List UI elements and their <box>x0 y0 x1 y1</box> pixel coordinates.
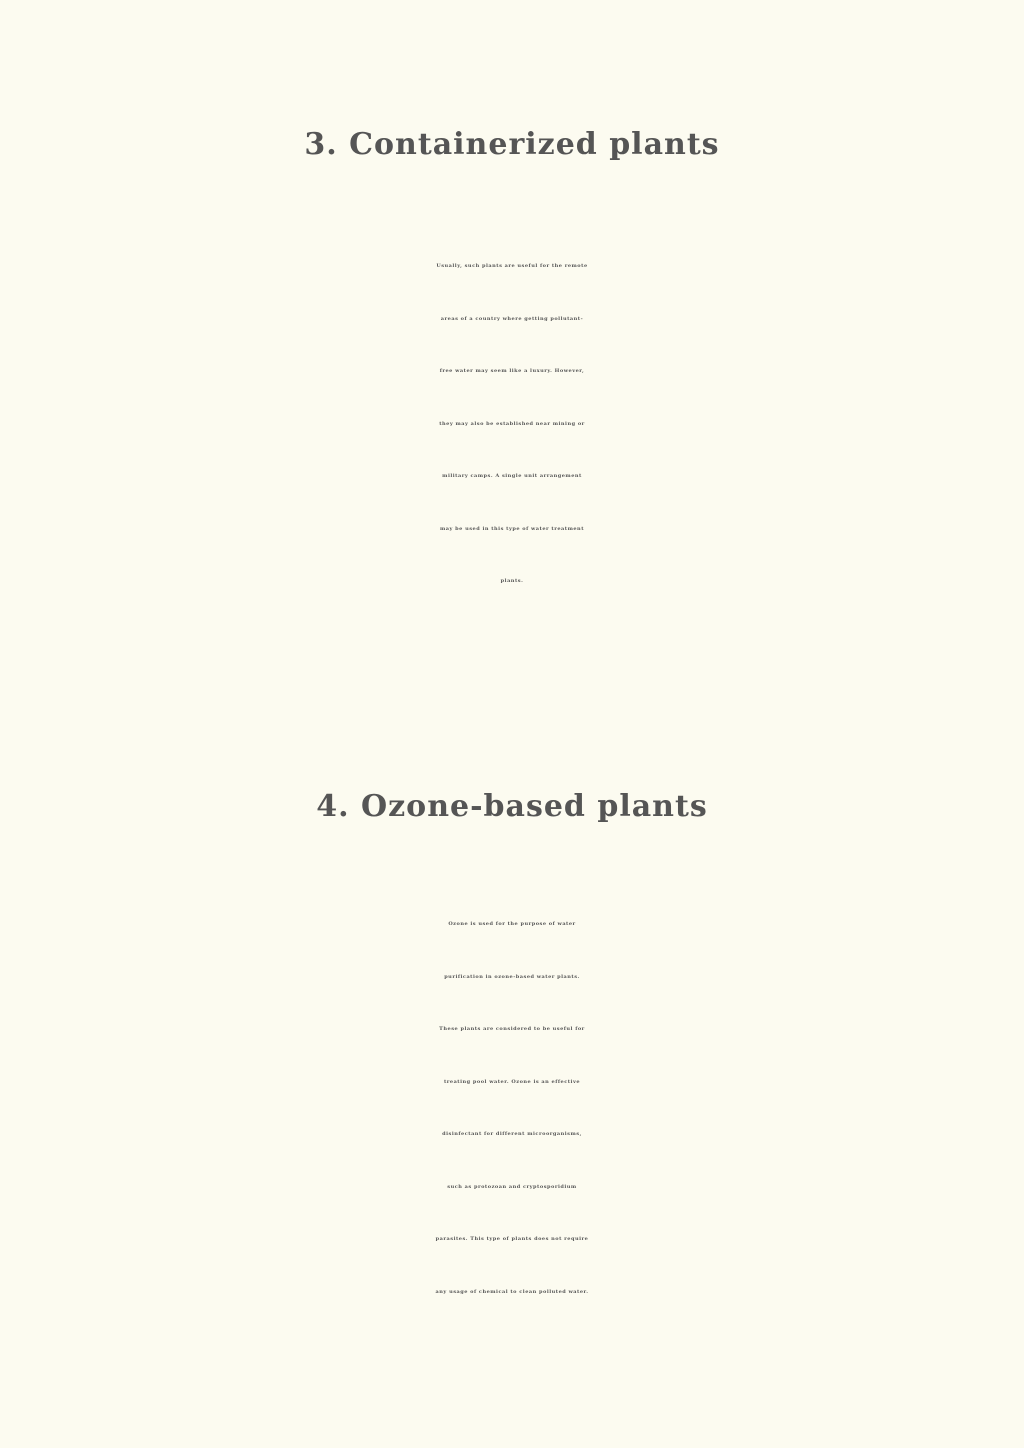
paragraph-line: may be used in this type of water treatment <box>440 525 584 532</box>
paragraph-line: Usually, such plants are useful for the remote <box>436 263 588 269</box>
paragraph-line: purification in ozone-based water plants. <box>444 973 580 980</box>
paragraph-line: such as protozoan and cryptosporidium <box>447 1183 577 1190</box>
paragraph-line: plants. <box>500 578 524 584</box>
paragraph-line: any usage of chemical to clean polluted water. <box>435 1288 589 1295</box>
paragraph-line: areas of a country where getting pollutant- <box>440 315 584 322</box>
paragraph-line: free water may seem like a luxury. However, <box>439 368 585 374</box>
section-heading: 3. Containerized plants <box>304 127 720 162</box>
section-containerized-plants <box>0 108 1024 608</box>
section-paragraph <box>7 898 1017 1318</box>
paragraph-line: they may also be established near mining or <box>439 420 585 427</box>
section-paragraph <box>7 240 1017 608</box>
section-ozone-based-plants <box>0 770 1024 1318</box>
paragraph-line: parasites. This type of plants does not require <box>435 1236 589 1242</box>
paragraph-line: These plants are considered to be useful for <box>439 1026 585 1032</box>
section-heading: 4. Ozone-based plants <box>316 789 708 824</box>
paragraph-line: disinfectant for different microorganisms, <box>442 1131 582 1137</box>
paragraph-line: treating pool water. Ozone is an effective <box>443 1078 581 1085</box>
paragraph-line: Ozone is used for the purpose of water <box>448 921 576 927</box>
paragraph-line: military camps. A single unit arrangement <box>442 473 582 479</box>
